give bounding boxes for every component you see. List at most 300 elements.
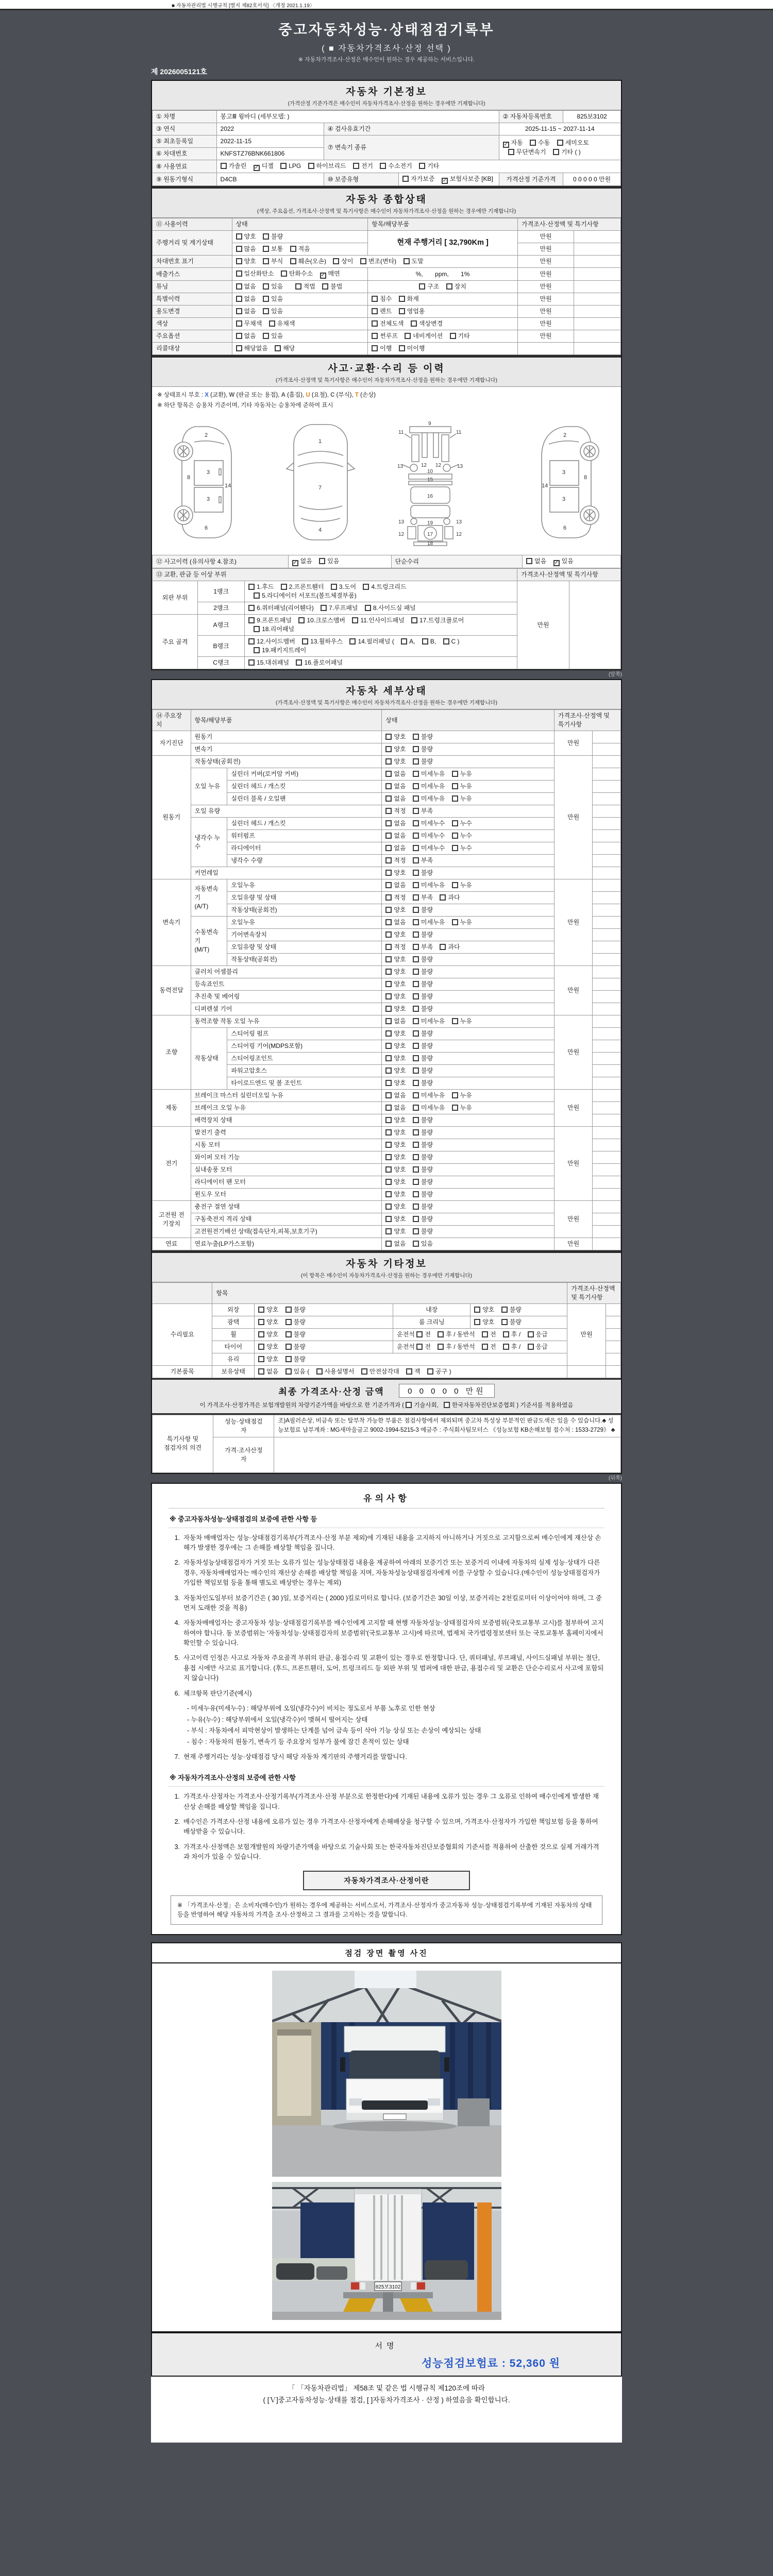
- checkbox[interactable]: [413, 1142, 419, 1148]
- checkbox[interactable]: [316, 1368, 323, 1375]
- cell: 특별이력: [153, 293, 232, 306]
- checkbox[interactable]: [385, 820, 392, 826]
- checkbox[interactable]: [248, 605, 255, 611]
- checkbox[interactable]: [419, 163, 425, 169]
- checkbox[interactable]: [501, 1307, 508, 1313]
- checkbox[interactable]: [413, 734, 419, 740]
- table-row: [153, 1015, 621, 1028]
- checkbox[interactable]: [263, 258, 269, 264]
- checkbox[interactable]: [385, 894, 392, 901]
- checkbox[interactable]: [254, 626, 260, 632]
- checkbox[interactable]: [413, 771, 419, 777]
- state-symbol: C: [330, 392, 335, 398]
- cell: 1.후드 2.프론트휀더 3.도어 4.트렁크리드 5.라디에이터 서포트(볼트체결부품): [245, 581, 517, 602]
- checkbox[interactable]: [402, 176, 409, 182]
- checkbox[interactable]: [413, 1117, 419, 1123]
- checkbox[interactable]: [452, 1018, 458, 1024]
- cell: 파워고압호스: [227, 1065, 382, 1077]
- column-header: 가격조사·산정액 및 특기사항: [567, 1283, 621, 1304]
- cell: 없음 미세누유 누유: [382, 917, 554, 929]
- page-2: [151, 679, 622, 1474]
- checkbox[interactable]: [413, 857, 419, 863]
- checkbox[interactable]: [331, 584, 337, 590]
- checkbox[interactable]: [236, 345, 242, 351]
- checkbox[interactable]: [452, 919, 458, 925]
- checkbox[interactable]: [413, 795, 419, 802]
- checkbox[interactable]: [363, 584, 369, 590]
- checkbox[interactable]: [452, 771, 458, 777]
- page-marker-front: (앞쪽): [609, 672, 622, 678]
- cell: 라디에이터 팬 모터: [191, 1176, 382, 1189]
- checkbox[interactable]: [385, 1228, 392, 1234]
- checkbox[interactable]: [236, 270, 242, 277]
- checkbox[interactable]: [302, 638, 308, 645]
- checkbox[interactable]: [285, 1356, 292, 1362]
- svg-text:15: 15: [427, 477, 433, 483]
- checkbox[interactable]: [419, 283, 425, 290]
- table-row: [153, 1139, 621, 1151]
- checkbox[interactable]: [263, 296, 269, 302]
- checkbox[interactable]: [258, 1356, 264, 1362]
- checkbox[interactable]: [254, 647, 260, 653]
- checkbox[interactable]: [385, 1006, 392, 1012]
- checkbox[interactable]: [321, 605, 327, 611]
- cell: KNFSTZ76BNK661806: [216, 148, 324, 160]
- checkbox[interactable]: [452, 820, 458, 826]
- checkbox[interactable]: [385, 795, 392, 802]
- cell: 만원: [554, 966, 593, 1015]
- checkbox[interactable]: [405, 333, 411, 339]
- checkbox[interactable]: [258, 1319, 264, 1325]
- checkbox[interactable]: [413, 820, 419, 826]
- cell: ⑤ 최초등록일: [153, 135, 217, 148]
- checkbox[interactable]: [221, 163, 227, 169]
- cell: [593, 842, 621, 855]
- checkbox[interactable]: [446, 283, 452, 290]
- checkbox[interactable]: [399, 296, 405, 302]
- cell: 작동상태: [191, 1028, 227, 1090]
- checkbox[interactable]: [474, 1319, 480, 1325]
- cell: [569, 581, 621, 669]
- cell: 6.쿼터패널(리어휀다) 7.루프패널 8.사이드실 패널: [245, 602, 517, 615]
- checkbox[interactable]: [372, 320, 378, 327]
- cell: 2랭크: [198, 602, 245, 615]
- checkbox[interactable]: [385, 1154, 392, 1160]
- column-header: ⑪ 사용이력: [153, 218, 232, 231]
- checkbox[interactable]: [281, 584, 287, 590]
- checkbox[interactable]: [319, 558, 325, 564]
- checkbox[interactable]: [275, 345, 281, 351]
- checkbox[interactable]: [413, 1228, 419, 1234]
- cell: [593, 929, 621, 941]
- etc-info-header: [152, 1253, 621, 1282]
- cell: 실린더 커버(로커암 커버): [227, 768, 382, 781]
- cell: [593, 1003, 621, 1015]
- checkbox[interactable]: [413, 993, 419, 999]
- cell: 원동기: [153, 756, 191, 879]
- notice-item: [169, 1689, 604, 1699]
- checkbox[interactable]: [452, 845, 458, 851]
- checkbox[interactable]: [443, 638, 449, 645]
- checkbox[interactable]: [413, 833, 419, 839]
- checkbox[interactable]: [285, 1344, 292, 1350]
- checkbox[interactable]: [385, 1204, 392, 1210]
- svg-text:3: 3: [207, 469, 210, 476]
- final-price-band: [152, 1378, 621, 1399]
- overall-state-table-mount: [152, 218, 621, 355]
- checkbox[interactable]: [413, 1043, 419, 1049]
- checkbox[interactable]: [528, 1331, 534, 1337]
- checkbox[interactable]: [482, 1331, 488, 1337]
- checkbox[interactable]: [413, 758, 419, 765]
- overall-state-subtitle: (색상, 주요옵션, 가격조사·산정액 및 특기사항은 매수인이 자동차가격조사·산정을 원하는 경우에만 기재합니다): [257, 208, 516, 214]
- cell: 양호 불량: [382, 1201, 554, 1213]
- checkbox[interactable]: [372, 333, 378, 339]
- checkbox[interactable]: [530, 140, 536, 146]
- checkbox[interactable]: [258, 1331, 264, 1337]
- checkbox[interactable]: [385, 1129, 392, 1136]
- checkbox[interactable]: [385, 1080, 392, 1086]
- svg-text:12: 12: [435, 463, 442, 469]
- checkbox[interactable]: [508, 149, 514, 155]
- checkbox[interactable]: [385, 1018, 392, 1024]
- table-row: [153, 1151, 621, 1164]
- checkbox[interactable]: [385, 969, 392, 975]
- checkbox[interactable]: [385, 919, 392, 925]
- notice-item-text: 현재 주행거리는 성능·상태점검 당시 해당 자동차 계기판의 주행거리를 말합니다.: [183, 1753, 407, 1760]
- checkbox[interactable]: [406, 1402, 412, 1408]
- checkbox[interactable]: [298, 617, 305, 623]
- checkbox[interactable]: [482, 1344, 488, 1350]
- checkbox[interactable]: [385, 746, 392, 752]
- table-row: [153, 1366, 621, 1378]
- cell: ⑥ 차대번호: [153, 148, 217, 160]
- checkbox[interactable]: [349, 638, 356, 645]
- checkbox[interactable]: [385, 1179, 392, 1185]
- cell: 만원: [518, 256, 574, 268]
- checkbox[interactable]: [440, 944, 446, 950]
- notice-item-number: 1.: [174, 1534, 180, 1541]
- checkbox-checked[interactable]: ✓: [442, 178, 447, 183]
- checkbox[interactable]: [365, 605, 371, 611]
- checkbox[interactable]: [438, 1331, 444, 1337]
- checkbox[interactable]: [290, 246, 296, 252]
- checkbox[interactable]: [452, 1092, 458, 1098]
- cell: ✓ 자동 수동 세미오토 무단변속기 기타 ( ): [499, 135, 620, 160]
- cell: 양호 불량: [382, 1040, 554, 1053]
- checkbox[interactable]: [385, 833, 392, 839]
- checkbox[interactable]: [526, 558, 532, 564]
- checkbox[interactable]: [248, 617, 255, 623]
- checkbox[interactable]: [416, 1344, 423, 1350]
- inspection-photo-front: [272, 1971, 501, 2177]
- checkbox[interactable]: [413, 1204, 419, 1210]
- checkbox[interactable]: [553, 149, 559, 155]
- checkbox[interactable]: [413, 1129, 419, 1136]
- checkbox[interactable]: [450, 333, 456, 339]
- checkbox[interactable]: [452, 882, 458, 888]
- checkbox[interactable]: [416, 1331, 423, 1337]
- page-3-notices: [151, 1483, 622, 1935]
- checkbox[interactable]: [385, 1092, 392, 1098]
- table-row: [153, 818, 621, 830]
- table-row: [153, 1189, 621, 1201]
- checkbox[interactable]: [236, 246, 242, 252]
- svg-text:16: 16: [427, 494, 433, 500]
- table-row: [153, 293, 621, 306]
- checkbox-checked[interactable]: ✓: [321, 273, 325, 278]
- checkbox[interactable]: [411, 617, 417, 623]
- cell: 실린더 헤드 / 개스킷: [227, 818, 382, 830]
- checkbox[interactable]: [444, 1402, 450, 1408]
- checkbox[interactable]: [236, 233, 242, 240]
- checkbox[interactable]: [413, 956, 419, 962]
- checkbox[interactable]: [285, 1319, 292, 1325]
- checkbox[interactable]: [385, 758, 392, 765]
- checkbox[interactable]: [413, 1179, 419, 1185]
- checkbox[interactable]: [236, 296, 242, 302]
- checkbox[interactable]: [427, 1368, 433, 1375]
- checkbox[interactable]: [413, 969, 419, 975]
- checkbox[interactable]: [528, 1344, 534, 1350]
- checkbox[interactable]: [385, 771, 392, 777]
- checkbox[interactable]: [413, 1105, 419, 1111]
- checkbox[interactable]: [236, 258, 242, 264]
- checkbox[interactable]: [322, 283, 328, 290]
- checkbox[interactable]: [413, 919, 419, 925]
- cell: 만원: [554, 1127, 593, 1201]
- checkbox[interactable]: [385, 734, 392, 740]
- checkbox[interactable]: [413, 746, 419, 752]
- checkbox[interactable]: [263, 308, 269, 314]
- checkbox[interactable]: [385, 907, 392, 913]
- etc-info-subtitle: (이 항목은 매수인이 자동차가격조사·산정을 원하는 경우에만 기재합니다): [300, 1273, 473, 1279]
- checkbox[interactable]: [380, 163, 386, 169]
- cell: 9.프론트패널 10.크로스멤버 11.인사이드패널 17.트렁크플로어 18.리어패널: [245, 615, 517, 636]
- svg-text:12: 12: [456, 532, 462, 538]
- svg-text:14: 14: [225, 483, 231, 489]
- checkbox[interactable]: [413, 1092, 419, 1098]
- checkbox[interactable]: [308, 163, 314, 169]
- cell: 윈도우 모터: [191, 1189, 382, 1201]
- notices-title: 유의사항: [169, 1487, 604, 1509]
- checkbox[interactable]: [385, 1166, 392, 1173]
- checkbox[interactable]: [248, 659, 255, 666]
- checkbox[interactable]: [503, 1344, 509, 1350]
- checkbox[interactable]: [296, 659, 302, 666]
- checkbox[interactable]: [385, 1030, 392, 1037]
- checkbox-checked[interactable]: ✓: [254, 165, 259, 171]
- checkbox[interactable]: [438, 1344, 444, 1350]
- checkbox-checked[interactable]: ✓: [554, 560, 559, 566]
- checkbox[interactable]: [290, 258, 296, 264]
- checkbox[interactable]: [285, 1368, 292, 1375]
- checkbox[interactable]: [295, 283, 301, 290]
- document-header: [0, 10, 773, 80]
- cell: 없음 미세누유 누유: [382, 781, 554, 793]
- checkbox[interactable]: [385, 1105, 392, 1111]
- svg-text:4: 4: [318, 527, 322, 534]
- cell: 만원: [554, 1090, 593, 1127]
- checkbox[interactable]: [411, 320, 417, 327]
- checkbox[interactable]: [401, 638, 407, 645]
- checkbox[interactable]: [385, 1055, 392, 1061]
- checkbox[interactable]: [413, 870, 419, 876]
- checkbox[interactable]: [413, 1216, 419, 1222]
- checkbox[interactable]: [263, 333, 269, 339]
- accident-title: 사고·교환·수리 등 이력: [328, 363, 445, 374]
- checkbox[interactable]: [248, 638, 255, 645]
- checkbox[interactable]: [254, 592, 260, 599]
- checkbox[interactable]: [404, 258, 410, 264]
- cell: ⑫ 사고이력 (유의사항 4.참조): [153, 555, 289, 568]
- checkbox[interactable]: [474, 1307, 480, 1313]
- column-header: 상태: [232, 218, 368, 231]
- notice-item-number: 7.: [174, 1753, 180, 1760]
- cell: 와이퍼 모터 기능: [191, 1151, 382, 1164]
- checkbox[interactable]: [372, 308, 378, 314]
- checkbox[interactable]: [258, 1344, 264, 1350]
- checkbox[interactable]: [269, 320, 275, 327]
- checkbox[interactable]: [353, 163, 359, 169]
- state-symbol: W: [229, 392, 235, 398]
- checkbox[interactable]: [385, 1241, 392, 1247]
- checkbox[interactable]: [413, 1030, 419, 1037]
- checkbox[interactable]: [385, 981, 392, 987]
- cell: 양호 불량: [382, 966, 554, 978]
- checkbox[interactable]: [385, 1216, 392, 1222]
- checkbox[interactable]: [413, 1154, 419, 1160]
- checkbox[interactable]: [413, 944, 419, 950]
- checkbox[interactable]: [280, 163, 287, 169]
- checkbox[interactable]: [263, 233, 269, 240]
- checkbox[interactable]: [236, 320, 242, 327]
- cell: [606, 1353, 620, 1366]
- checkbox[interactable]: [360, 258, 366, 264]
- checkbox[interactable]: [399, 308, 405, 314]
- cell: [593, 781, 621, 793]
- checkbox[interactable]: [399, 345, 405, 351]
- checkbox[interactable]: [385, 870, 392, 876]
- checkbox[interactable]: [413, 894, 419, 901]
- checkbox[interactable]: [413, 1067, 419, 1074]
- checkbox-checked[interactable]: ✓: [503, 142, 509, 147]
- checkbox[interactable]: [385, 956, 392, 962]
- checkbox[interactable]: [352, 617, 358, 623]
- checkbox[interactable]: [263, 246, 269, 252]
- checkbox[interactable]: [333, 258, 339, 264]
- checkbox[interactable]: [413, 845, 419, 851]
- checkbox[interactable]: [385, 944, 392, 950]
- checkbox[interactable]: [452, 1105, 458, 1111]
- cell: 침수 화재: [368, 293, 518, 306]
- table-row: [153, 268, 621, 281]
- checkbox[interactable]: [413, 882, 419, 888]
- confirmation-line-1: 「 「자동차관리법」 제58조 및 같은 법 시행규칙 제120조에 따라: [288, 2384, 485, 2392]
- checkbox[interactable]: [385, 1067, 392, 1074]
- checkbox[interactable]: [422, 638, 428, 645]
- checkbox[interactable]: [236, 308, 242, 314]
- checkbox[interactable]: [285, 1331, 292, 1337]
- inspection-photo-panel: [151, 1963, 622, 2332]
- checkbox[interactable]: [385, 931, 392, 938]
- table-row: [153, 1226, 621, 1238]
- checkbox[interactable]: [385, 882, 392, 888]
- checkbox[interactable]: [258, 1307, 264, 1313]
- checkbox[interactable]: [413, 1080, 419, 1086]
- checkbox[interactable]: [385, 1117, 392, 1123]
- checkbox[interactable]: [385, 857, 392, 863]
- checkbox[interactable]: [501, 1319, 508, 1325]
- checkbox[interactable]: [452, 783, 458, 789]
- checkbox[interactable]: [413, 1166, 419, 1173]
- checkbox[interactable]: [385, 1191, 392, 1197]
- checkbox[interactable]: [385, 993, 392, 999]
- checkbox[interactable]: [452, 795, 458, 802]
- checkbox[interactable]: [413, 981, 419, 987]
- cell: 양호 불량: [382, 743, 554, 756]
- checkbox[interactable]: [372, 296, 378, 302]
- cell: [606, 1329, 620, 1341]
- checkbox[interactable]: [361, 1368, 367, 1375]
- exchange-panel-table-mount: [152, 568, 621, 669]
- checkbox[interactable]: [285, 1307, 292, 1313]
- checkbox-checked[interactable]: ✓: [293, 560, 297, 566]
- checkbox[interactable]: [413, 931, 419, 938]
- checkbox[interactable]: [263, 283, 269, 290]
- checkbox[interactable]: [503, 1331, 509, 1337]
- checkbox[interactable]: [413, 1006, 419, 1012]
- svg-text:18: 18: [427, 541, 433, 547]
- checkbox[interactable]: [406, 1368, 412, 1375]
- checkbox[interactable]: [385, 783, 392, 789]
- checkbox[interactable]: [385, 1043, 392, 1049]
- checkbox[interactable]: [440, 894, 446, 901]
- cell: 기본품목: [153, 1366, 212, 1378]
- notice-section-heading: ※ 중고자동차성능·상태점검의 보증에 관한 사항 등: [169, 1509, 604, 1528]
- checkbox[interactable]: [236, 333, 242, 339]
- cell: 양호 불량: [382, 867, 554, 879]
- cell: ① 차명: [153, 111, 217, 123]
- cell: [593, 768, 621, 781]
- checkbox[interactable]: [452, 833, 458, 839]
- checkbox[interactable]: [281, 270, 287, 277]
- overall-state-table: [152, 218, 621, 355]
- signature-box[interactable]: [151, 2332, 622, 2377]
- checkbox[interactable]: [385, 808, 392, 814]
- checkbox[interactable]: [372, 345, 378, 351]
- checkbox[interactable]: [236, 283, 242, 290]
- cell: [593, 1028, 621, 1040]
- checkbox[interactable]: [413, 1241, 419, 1247]
- cell: 만원: [554, 1201, 593, 1238]
- checkbox[interactable]: [248, 584, 255, 590]
- cell: 15.대쉬패널 16.플로어패널: [245, 657, 517, 669]
- checkbox[interactable]: [413, 1018, 419, 1024]
- checkbox[interactable]: [385, 1142, 392, 1148]
- checkbox[interactable]: [413, 808, 419, 814]
- checkbox[interactable]: [413, 1191, 419, 1197]
- checkbox[interactable]: [413, 907, 419, 913]
- checkbox[interactable]: [385, 845, 392, 851]
- table-row: [153, 1176, 621, 1189]
- state-symbol: A: [281, 392, 285, 398]
- checkbox[interactable]: [413, 783, 419, 789]
- checkbox[interactable]: [413, 1055, 419, 1061]
- checkbox[interactable]: [258, 1368, 264, 1375]
- checkbox[interactable]: [557, 140, 563, 146]
- price-survey-box-text: ※ 「가격조사·산정」은 소비자(매수인)가 원하는 경우에 제공하는 서비스로서, 가격조사·산정자가 중고자동차 성능·상태점검기록부에 기재된 자동차의 상태 등을 반영하여 해당 자동차의 가격을 조사·산정하고 그 결과를 고지하는 것을 말합니다.: [171, 1895, 602, 1925]
